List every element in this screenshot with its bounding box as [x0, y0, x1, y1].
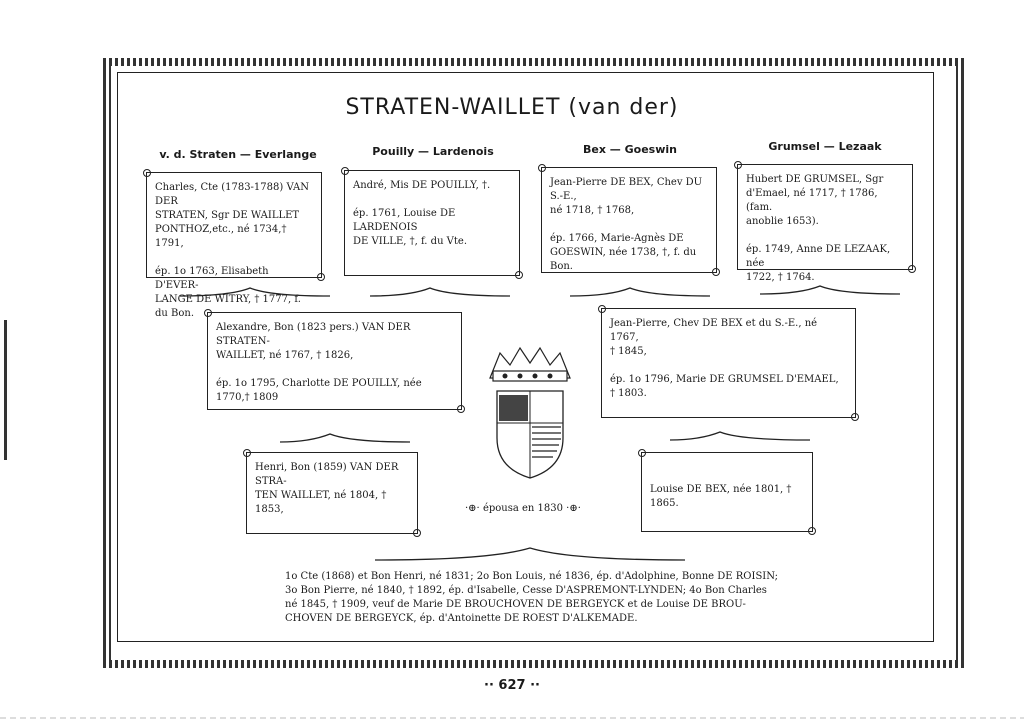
marriage-text: épousa en 1830: [482, 503, 563, 514]
card-text: Henri, Bon (1859) VAN DER STRA- TEN WAILLET, né 1804, † 1853,: [255, 462, 399, 515]
card-louise: [641, 452, 813, 532]
card-text: Jean-Pierre DE BEX, Chev DU S.-E., né 1718, † 1768, ép. 1766, Marie-Agnès DE GOESWIN, née 1738, †, f. du Bon.: [550, 177, 703, 272]
card-text: André, Mis DE POUILLY, †. ép. 1761, Louise DE LARDENOIS DE VILLE, †, f. du Vte.: [353, 180, 491, 247]
marriage-note: [465, 503, 581, 514]
children-footnote: 1o Cte (1868) et Bon Henri, né 1831; 2o Bon Louis, né 1836, ép. d'Adolphine, Bonne DE ROISIN; 3o Bon Pierre, né 1840, † 1892, ép. d'Isabelle, Cesse D'ASPREMONT-LYNDEN; 4o Bon Charles né 1845, † 1909, veuf de Marie DE BROUCHOVEN DE BERGEYCK et de Louise DE BROU- CHOVEN DE BERGEYCK, ép. d'Antoinette DE ROEST D'ALKEMADE.: [285, 571, 779, 624]
page-number-value: 627: [498, 678, 526, 693]
card-text: Alexandre, Bon (1823 pers.) VAN DER STRATEN- WAILLET, né 1767, † 1826, ép. 1o 1795, Charlotte DE POUILLY, née 1770,† 1809: [216, 322, 422, 403]
ornament-left-icon: ··: [484, 678, 499, 693]
card-jeanpierre-bex: [541, 167, 717, 273]
card-andre-pouilly: [344, 170, 520, 276]
ornament-left-icon: ·⊕·: [465, 503, 480, 514]
family-heading-grumsel: Grumsel — Lezaak: [768, 140, 882, 153]
card-text: Charles, Cte (1783-1788) VAN DER STRATEN, Sgr DE WAILLET PONTHOZ,etc., né 1734,† 1791, ép. 1o 1763, Elisabeth D'EVER- LANGE DE WITRY, † 1777, f. du Bon.: [155, 182, 309, 319]
card-hubert-grumsel: [737, 164, 913, 283]
card-text: Jean-Pierre, Chev DE BEX et du S.-E., né 1767, † 1845, ép. 1o 1796, Marie DE GRUMSEL D'EMAEL, † 1803.: [610, 318, 839, 399]
family-heading-bex: Bex — Goeswin: [583, 143, 677, 156]
family-heading-straten: v. d. Straten — Everlange: [159, 148, 317, 161]
page-title: STRATEN-WAILLET (van der): [345, 95, 679, 120]
card-text: Hubert DE GRUMSEL, Sgr d'Emael, né 1717, † 1786, (fam. anoblie 1653). ép. 1749, Anne DE LEZAAK, née 1722, † 1764.: [746, 174, 891, 283]
card-charles-straten: [146, 172, 322, 319]
page-number: [0, 678, 1024, 693]
ornament-right-icon: ··: [525, 678, 540, 693]
card-jeanpierre-son: [601, 308, 856, 418]
ornament-right-icon: ·⊕·: [566, 503, 581, 514]
card-alexandre: [207, 312, 462, 410]
family-heading-pouilly: Pouilly — Lardenois: [372, 145, 494, 158]
card-henri: [246, 452, 418, 534]
children-brace: [370, 540, 690, 566]
card-text: Louise DE BEX, née 1801, † 1865.: [650, 484, 792, 509]
coat-of-arms-icon: [485, 343, 575, 483]
